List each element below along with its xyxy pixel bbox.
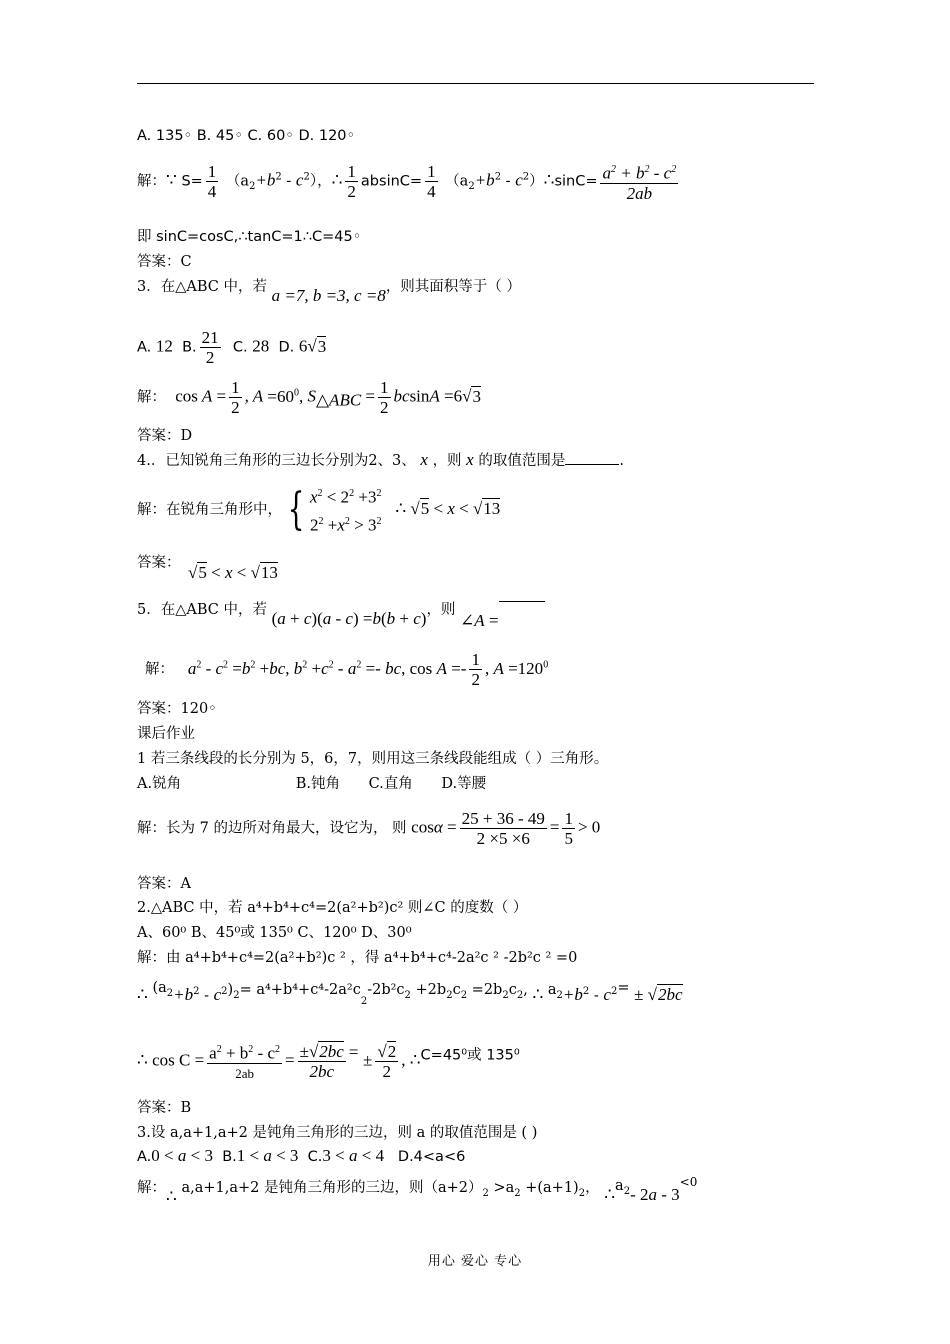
- section-title: 课后作业: [137, 726, 195, 742]
- solution-line: 解： cos A = $\frac{1}{2}$ , $A =60^0$, $S_{\triangle ABC}$ = $\frac{1}{2}$ bcsinA =6√3: [137, 378, 481, 417]
- choice-c: C.直角: [368, 776, 413, 792]
- homework-q1-choices: [137, 774, 486, 794]
- choice-a-label: A.: [137, 1149, 152, 1165]
- answer-line: [137, 553, 181, 573]
- answer-line: 答案：C: [137, 254, 192, 270]
- absinc-label: absinC=: [360, 173, 423, 190]
- solution-line: 即 sinC=cosC,∴tanC=1∴C=45◦: [137, 229, 362, 245]
- choice-c-label: C.: [307, 1149, 323, 1165]
- homework-q2: 2.△ABC 中，若 a⁴+b⁴+c⁴=2(a²+b²)c² 则∠C 的度数（ ）: [137, 900, 528, 916]
- choice-c-label: C.: [232, 339, 248, 356]
- header-rule: [137, 83, 814, 84]
- question-5: 5．在△ABC 中，若 (a + c)(a - c) =b(b + c)，则 ∠A =: [137, 600, 545, 631]
- answer-blank: [565, 464, 619, 465]
- solution-line: 解：∵ S= $\frac{1}{4}$ $(a_2+b^2 - c^2)$，∴ $\frac{1}{2}$ absinC= $\frac{1}{4}$ （$a_2+b^2$ - $c^2)\therefore\sin C=$ $\frac{a^2 + b^2 - c^2}{2ab}$: [137, 161, 677, 203]
- answer-line: 答案：A: [137, 876, 191, 892]
- solution-line: 解：长为 7 的边所对角最大，设它为， 则 cosα = $\frac{25 + 36 - 49}{2 \times 5 \times 6}$ = $\frac{1}{5}$ > 0: [137, 809, 601, 848]
- solution-line: ∴ $(a_2+b^2 - c^2)_2= a^4+b^4+c^4-2a^2c_2-2b^2c_2 +2b_2c_2 =2b_2c_2$, ∴ $a_2+b^2 - c^2= \pm √2bc$: [137, 980, 683, 1007]
- choices-line: A. 135◦ B. 45◦ C. 60◦ D. 120◦: [137, 128, 356, 144]
- q4-text-d: .: [619, 453, 624, 469]
- answer-line: 答案：D: [137, 428, 193, 444]
- q5-text-b: ，则: [426, 602, 456, 618]
- solution-text: a,a+1,a+2 是钝角三角形的三边，则（a+2）: [181, 1180, 483, 1196]
- page-footer: 用心 爱心 专心: [427, 1254, 523, 1269]
- solution-text: 解：长为 7 的边所对角最大，设它为， 则: [137, 820, 407, 837]
- solution-prefix: 解：: [137, 173, 166, 190]
- choice-b: B.钝角: [295, 776, 340, 792]
- solution-prefix: 解：: [145, 661, 174, 678]
- q4-text-b: ，则: [432, 453, 462, 469]
- question-4: 4.．已知锐角三角形的三边长分别为2、3、 x ，则 x 的取值范围是 .: [137, 450, 624, 469]
- solution-prefix: 解：: [137, 389, 166, 406]
- question-3: 3．在△ABC 中，若 a =7, b =3, c =8，则其面积等于（ ）: [137, 279, 521, 305]
- homework-q3-choices: A.0 < a < 3 B.1 < a < 3 C.3 < a < 4 D.4<a<6: [137, 1146, 466, 1165]
- solution-line: ∴ cos C = $\frac{a^2 + b^2 - c^2}{2ab}$ = $\frac{\pm√2bc}{2bc}$ = ± $\frac{√2}{2}$ , ∴C=45⁰或 135⁰: [137, 1041, 520, 1081]
- choice-d: D.4<a<6: [397, 1149, 466, 1165]
- solution-line: 解：∴ a,a+1,a+2 是钝角三角形的三边，则$(a+2)_2 >a_2 +(a+1)_2$， $\therefore a_2-$ $2a - 3^{<0}$: [137, 1175, 698, 1206]
- choice-a-label: A.: [137, 339, 152, 356]
- s-equals: S=: [181, 173, 203, 190]
- solution-prefix: 解：: [137, 1180, 166, 1196]
- choice-b-label: B.: [182, 339, 197, 356]
- homework-q3: 3.设 a,a+1,a+2 是钝角三角形的三边，则 a 的取值范围是 ( ): [137, 1125, 538, 1141]
- choice-d: D.等腰: [441, 776, 487, 792]
- choice-b-label: B.: [222, 1149, 237, 1165]
- solution-line: 解： $a^2 - c^2 =b^2 +bc$, $b^2 +c^2 - a^2$ =- bc, cos A =- $\frac{1}{2}$ , $A =120^0$: [145, 650, 549, 689]
- solution-line: 解：由 a⁴+b⁴+c⁴=2(a²+b²)c ² ，得 a⁴+b⁴+c⁴-2a²c ² -2b²c ² =0: [137, 950, 578, 966]
- q4-text-c: 的取值范围是: [478, 453, 566, 469]
- angle-result: C=45⁰或 135⁰: [420, 1047, 520, 1064]
- q3-text-b: ，则其面积等于（ ）: [385, 279, 521, 295]
- solution-line: 解：在锐角三角形中， { $x^2 < 2^2 +3^2$ $2^2 +x^2 > 3^2$ ∴ √5 < x < √13: [137, 484, 501, 535]
- solution-prefix: 解：在锐角三角形中，: [137, 502, 282, 518]
- sinc-label: sinC=: [554, 173, 598, 190]
- answer-line: 答案：120◦: [137, 701, 217, 717]
- answer-line: 答案：B: [137, 1100, 192, 1116]
- expansion-text: = a⁴+b⁴+c⁴-2a²c: [239, 982, 361, 998]
- answer-prefix: 答案：: [137, 555, 181, 571]
- choice-a: A.锐角: [137, 776, 182, 792]
- homework-q2-choices: A、60⁰ B、45⁰或 135⁰ C、120⁰ D、30⁰: [137, 925, 412, 941]
- homework-q1: 1 若三条线段的长分别为 5，6，7，则用这三条线段能组成（ ）三角形。: [137, 751, 609, 767]
- answer-math: √5 < x < √13: [188, 563, 278, 582]
- question-3-choices: A. 12 B. $\frac{21}{2}$ C. 28 D. 6√3: [137, 328, 327, 367]
- expansion-rest: -2b²c: [367, 982, 405, 998]
- q4-text-a: 4.．已知锐角三角形的三边长分别为2、3、: [137, 453, 416, 469]
- q5-text-a: 5．在△ABC 中，若: [137, 602, 267, 618]
- answer-blank: [499, 601, 545, 602]
- q3-text-a: 3．在△ABC 中，若: [137, 279, 267, 295]
- choice-d-label: D.: [278, 339, 295, 356]
